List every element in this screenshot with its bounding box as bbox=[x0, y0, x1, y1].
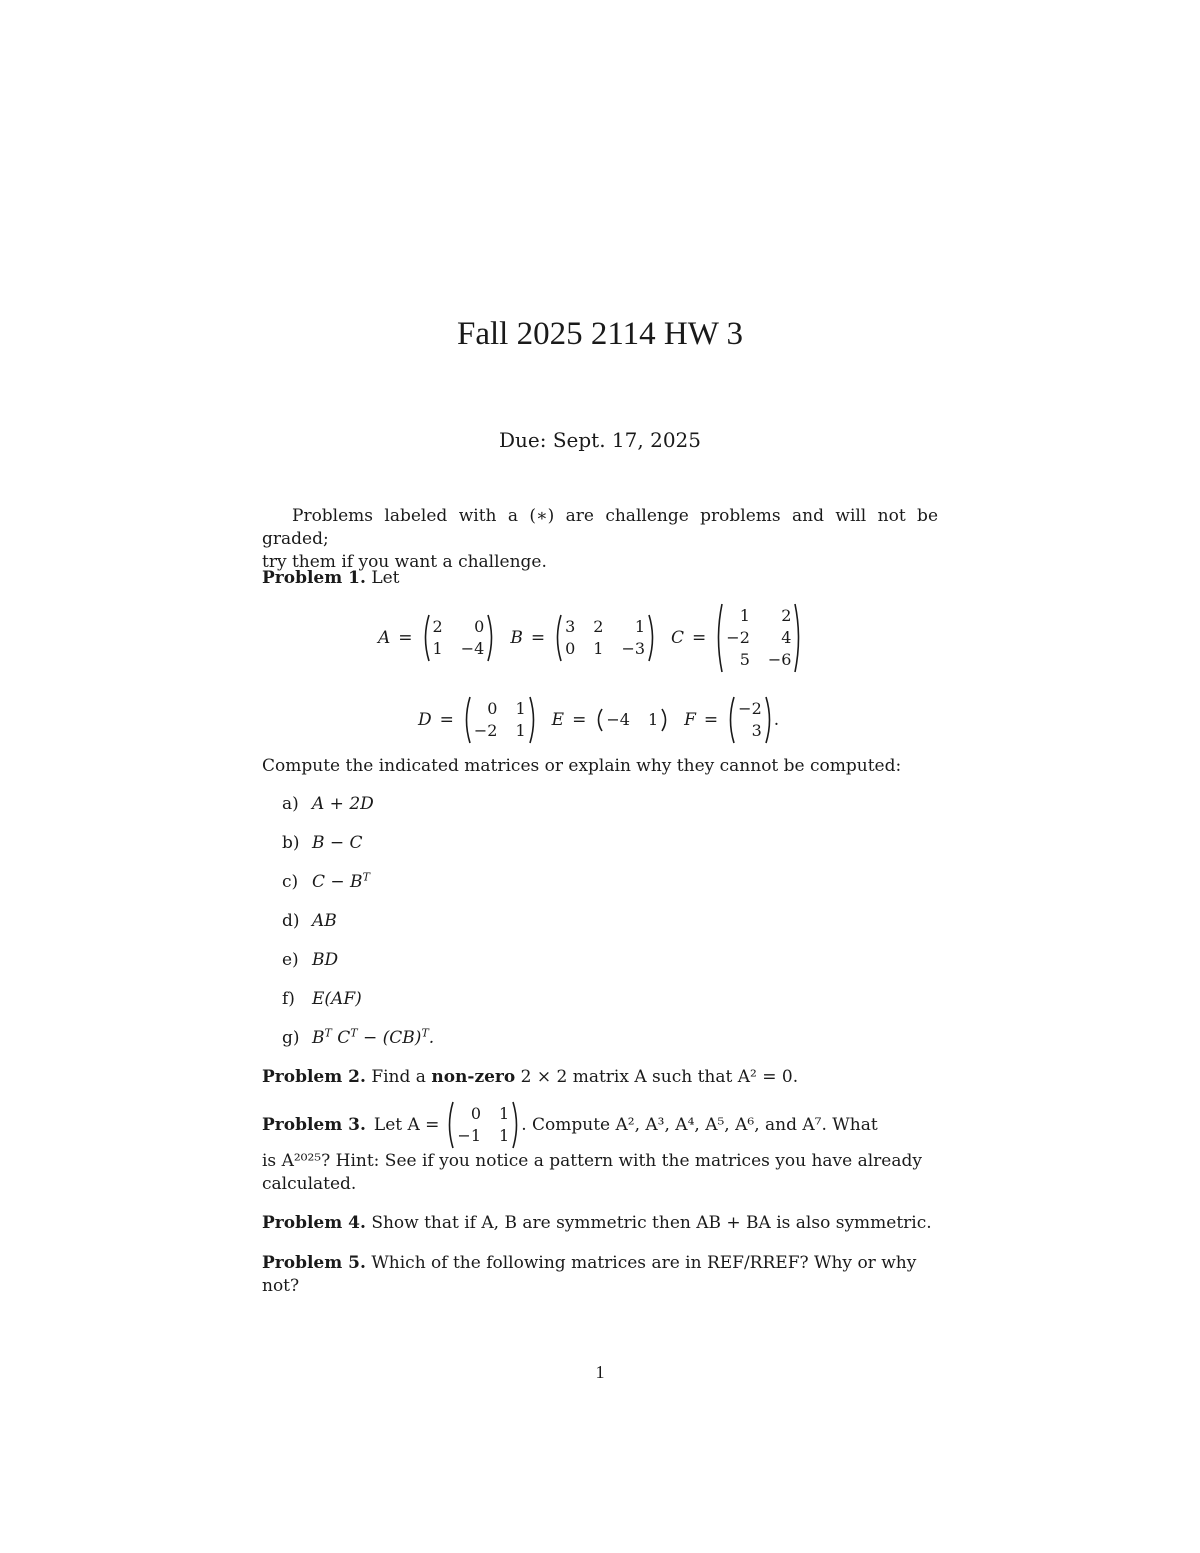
left-paren bbox=[421, 614, 430, 662]
problem-3-matrix bbox=[445, 1101, 521, 1149]
matrix-entry: 0 bbox=[487, 699, 498, 718]
matrix-entry: 0 bbox=[470, 1104, 482, 1123]
problem-2-text-b: 2 × 2 matrix A such that A² = 0. bbox=[520, 1067, 799, 1087]
problem-2 bbox=[262, 1066, 938, 1089]
intro-paragraph bbox=[262, 505, 938, 574]
matrix-entry: −2 bbox=[473, 721, 498, 740]
left-paren bbox=[594, 708, 603, 732]
matrix-entry: 3 bbox=[751, 721, 762, 740]
right-paren bbox=[512, 1101, 521, 1149]
matrix-entry: −1 bbox=[457, 1126, 482, 1145]
right-paren bbox=[648, 614, 657, 662]
matrix-entry: 2 bbox=[593, 617, 604, 636]
matrix-entries bbox=[726, 605, 791, 671]
part-expression: $B^T$ $C^T - (CB)^T$. bbox=[312, 1026, 435, 1048]
right-paren bbox=[529, 696, 538, 744]
part-expression: A + 2D bbox=[312, 794, 374, 814]
problem-5-line-1: Which of the following matrices are in REF/RREF? Why or why bbox=[371, 1253, 917, 1273]
matrix-entry: 0 bbox=[474, 617, 485, 636]
matrix-F bbox=[726, 696, 774, 744]
page-number: 1 bbox=[595, 1362, 605, 1382]
matrix-entry: −2 bbox=[726, 628, 750, 647]
matrix-entry: 1 bbox=[432, 639, 443, 658]
problem-1-part bbox=[282, 794, 374, 814]
right-paren bbox=[765, 696, 774, 744]
matrix-entry: −3 bbox=[621, 639, 646, 658]
left-paren bbox=[462, 696, 471, 744]
problem-4 bbox=[262, 1212, 938, 1235]
matrix-D bbox=[462, 696, 538, 744]
matrix-entry: −2 bbox=[738, 699, 762, 718]
part-label: f) bbox=[282, 989, 295, 1009]
problem-2-label: Problem 2. bbox=[262, 1067, 366, 1087]
matrix-entry: 4 bbox=[781, 628, 792, 647]
problem-3-label: Problem 3. bbox=[262, 1114, 366, 1135]
matrix-entry: 1 bbox=[647, 710, 659, 729]
right-paren bbox=[794, 603, 803, 673]
matrix-C bbox=[714, 603, 803, 673]
problem-3 bbox=[262, 1100, 938, 1196]
part-label: e) bbox=[282, 950, 299, 970]
matrix-A bbox=[421, 614, 497, 662]
part-label: b) bbox=[282, 833, 300, 853]
matrix-entry: 1 bbox=[499, 1126, 510, 1145]
matrix-entry: 5 bbox=[739, 650, 750, 669]
problem-1-part bbox=[282, 1028, 434, 1048]
problem-1-part bbox=[282, 950, 338, 970]
problem-2-bold: non-zero bbox=[431, 1067, 516, 1087]
matrix-entry: 1 bbox=[634, 617, 646, 636]
problem-1-part bbox=[282, 833, 363, 853]
problem-3-line-3: calculated. bbox=[262, 1174, 357, 1194]
part-label: a) bbox=[282, 794, 299, 814]
problem-5-label: Problem 5. bbox=[262, 1253, 366, 1273]
right-paren bbox=[487, 614, 496, 662]
matrix-entry: −4 bbox=[606, 710, 630, 729]
left-paren bbox=[726, 696, 735, 744]
part-label: c) bbox=[282, 872, 299, 892]
matrix-B bbox=[553, 614, 657, 662]
matrix-entry: 1 bbox=[499, 1104, 510, 1123]
intro-line-1: Problems labeled with a (∗) are challenge problems and will not be graded; bbox=[262, 506, 938, 549]
problem-1-label: Problem 1. bbox=[262, 568, 366, 588]
matrix-entry: 2 bbox=[781, 606, 792, 625]
intro-line-2: try them if you want a challenge. bbox=[262, 552, 547, 572]
matrix-entries bbox=[433, 616, 485, 660]
part-expression: B − C bbox=[312, 833, 363, 853]
part-expression: AB bbox=[312, 911, 337, 931]
part-label: d) bbox=[282, 911, 300, 931]
part-label: g) bbox=[282, 1028, 300, 1048]
matrix-entries bbox=[606, 709, 658, 731]
problem-4-label: Problem 4. bbox=[262, 1213, 366, 1233]
problem-2-text-a: Find a bbox=[371, 1067, 426, 1087]
right-paren bbox=[661, 708, 670, 732]
part-expression: $C - B^T$ bbox=[312, 870, 370, 892]
matrix-row-2: D = 0 1 −2 1 E = −4 1 F = −2 3 . bbox=[418, 694, 779, 746]
problem-1-part bbox=[282, 989, 362, 1009]
matrix-E bbox=[594, 708, 670, 732]
matrix-entries bbox=[457, 1103, 509, 1147]
matrix-row-1: A = 2 0 1 −4 B = 3 2 1 0 1 −3 C = 1 2 −2 4 5 −6 bbox=[378, 602, 803, 674]
problem-5 bbox=[262, 1252, 938, 1298]
matrix-entry: 1 bbox=[593, 639, 604, 658]
problem-1-part bbox=[282, 872, 370, 892]
problem-1-heading bbox=[262, 567, 938, 590]
compute-instruction: Compute the indicated matrices or explain why they cannot be computed: bbox=[262, 756, 902, 776]
matrix-entry: 2 bbox=[432, 617, 443, 636]
part-expression: E(AF) bbox=[312, 989, 362, 1009]
matrix-entry: 1 bbox=[515, 699, 526, 718]
matrix-entry: 0 bbox=[565, 639, 576, 658]
problem-3-text-b: . Compute A², A³, A⁴, A⁵, A⁶, and A⁷. What bbox=[521, 1114, 878, 1135]
problem-4-text: Show that if A, B are symmetric then AB + BA is also symmetric. bbox=[371, 1213, 932, 1233]
matrix-entries bbox=[565, 616, 645, 660]
matrix-entry: 1 bbox=[515, 721, 526, 740]
matrix-entry: −6 bbox=[767, 650, 792, 669]
problem-1-part bbox=[282, 911, 337, 931]
matrix-entries bbox=[738, 698, 762, 742]
left-paren bbox=[445, 1101, 454, 1149]
matrix-entry: −4 bbox=[460, 639, 485, 658]
due-date: Due: Sept. 17, 2025 bbox=[498, 428, 701, 452]
problem-3-line-2: is A²⁰²⁵? Hint: See if you notice a pattern with the matrices you have already bbox=[262, 1151, 922, 1171]
problem-1-text: Let bbox=[371, 568, 400, 588]
matrix-entry: 1 bbox=[739, 606, 750, 625]
matrix-entry: 3 bbox=[565, 617, 576, 636]
problem-5-line-2: not? bbox=[262, 1276, 300, 1296]
left-paren bbox=[553, 614, 562, 662]
matrix-entries bbox=[474, 698, 526, 742]
document-title: Fall 2025 2114 HW 3 bbox=[457, 316, 743, 352]
part-expression: BD bbox=[312, 950, 339, 970]
problem-3-text-a: Let A = bbox=[373, 1114, 440, 1135]
left-paren bbox=[714, 603, 723, 673]
